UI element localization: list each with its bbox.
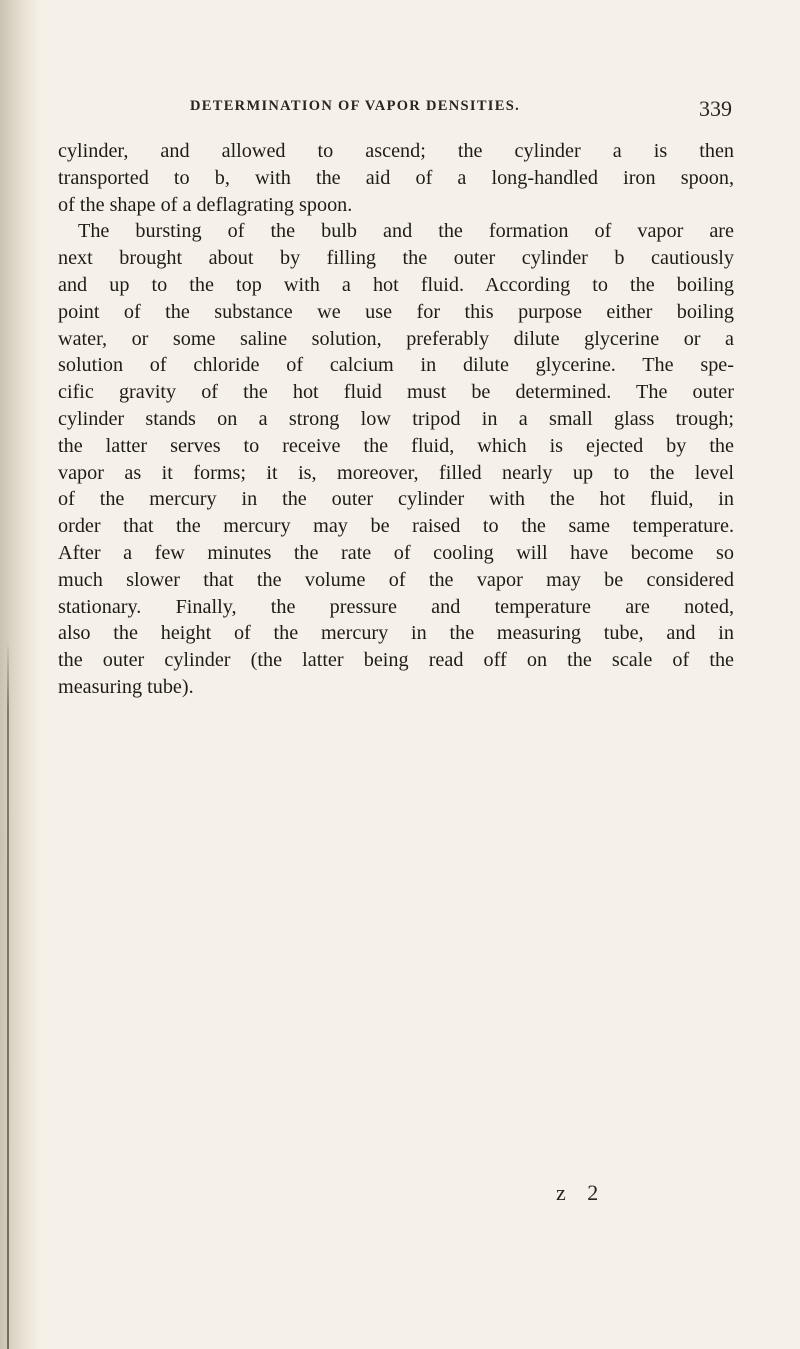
text-line: measuring tube). — [58, 675, 194, 698]
running-head: DETERMINATION OF VAPOR DENSITIES. — [190, 98, 521, 114]
text-line: solution of chloride of calcium in dilute glycerine. The spe- — [58, 354, 734, 377]
binding-edge-line — [7, 640, 9, 1349]
text-line: the outer cylinder (the latter being read off on the scale of the — [58, 649, 734, 672]
text-line: much slower that the volume of the vapor may be considered — [58, 568, 734, 591]
text-line: The bursting of the bulb and the formation of vapor are — [78, 220, 734, 243]
text-line: also the height of the mercury in the measuring tube, and in — [58, 622, 734, 645]
body-text — [58, 138, 734, 701]
page-number: 339 — [699, 96, 732, 121]
text-line: order that the mercury may be raised to the same temperature. — [58, 515, 734, 538]
text-line: of the mercury in the outer cylinder with the hot fluid, in — [58, 488, 734, 511]
text-line: stationary. Finally, the pressure and temperature are noted, — [58, 595, 734, 618]
text-line: cific gravity of the hot fluid must be determined. The outer — [58, 381, 734, 404]
text-line: water, or some saline solution, preferably dilute glycerine or a — [58, 327, 734, 350]
text-line: cylinder, and allowed to ascend; the cylinder a is then — [58, 140, 734, 162]
text-line: point of the substance we use for this purpose either boiling — [58, 300, 734, 323]
binding-gutter — [0, 0, 40, 1349]
text-line: After a few minutes the rate of cooling will have become so — [58, 541, 734, 564]
text-line: and up to the top with a hot fluid. According to the boiling — [58, 273, 734, 296]
text-line: of the shape of a deflagrating spoon. — [58, 193, 353, 216]
signature-mark: z 2 — [556, 1180, 607, 1205]
text-line: vapor as it forms; it is, moreover, filled nearly up to the level — [58, 461, 734, 484]
text-line: next brought about by filling the outer cylinder b cautiously — [58, 247, 734, 270]
text-line: the latter serves to receive the fluid, which is ejected by the — [58, 434, 734, 457]
text-line: transported to b, with the aid of a long-handled iron spoon, — [58, 166, 734, 189]
text-line: cylinder stands on a strong low tripod in a small glass trough; — [58, 407, 734, 430]
